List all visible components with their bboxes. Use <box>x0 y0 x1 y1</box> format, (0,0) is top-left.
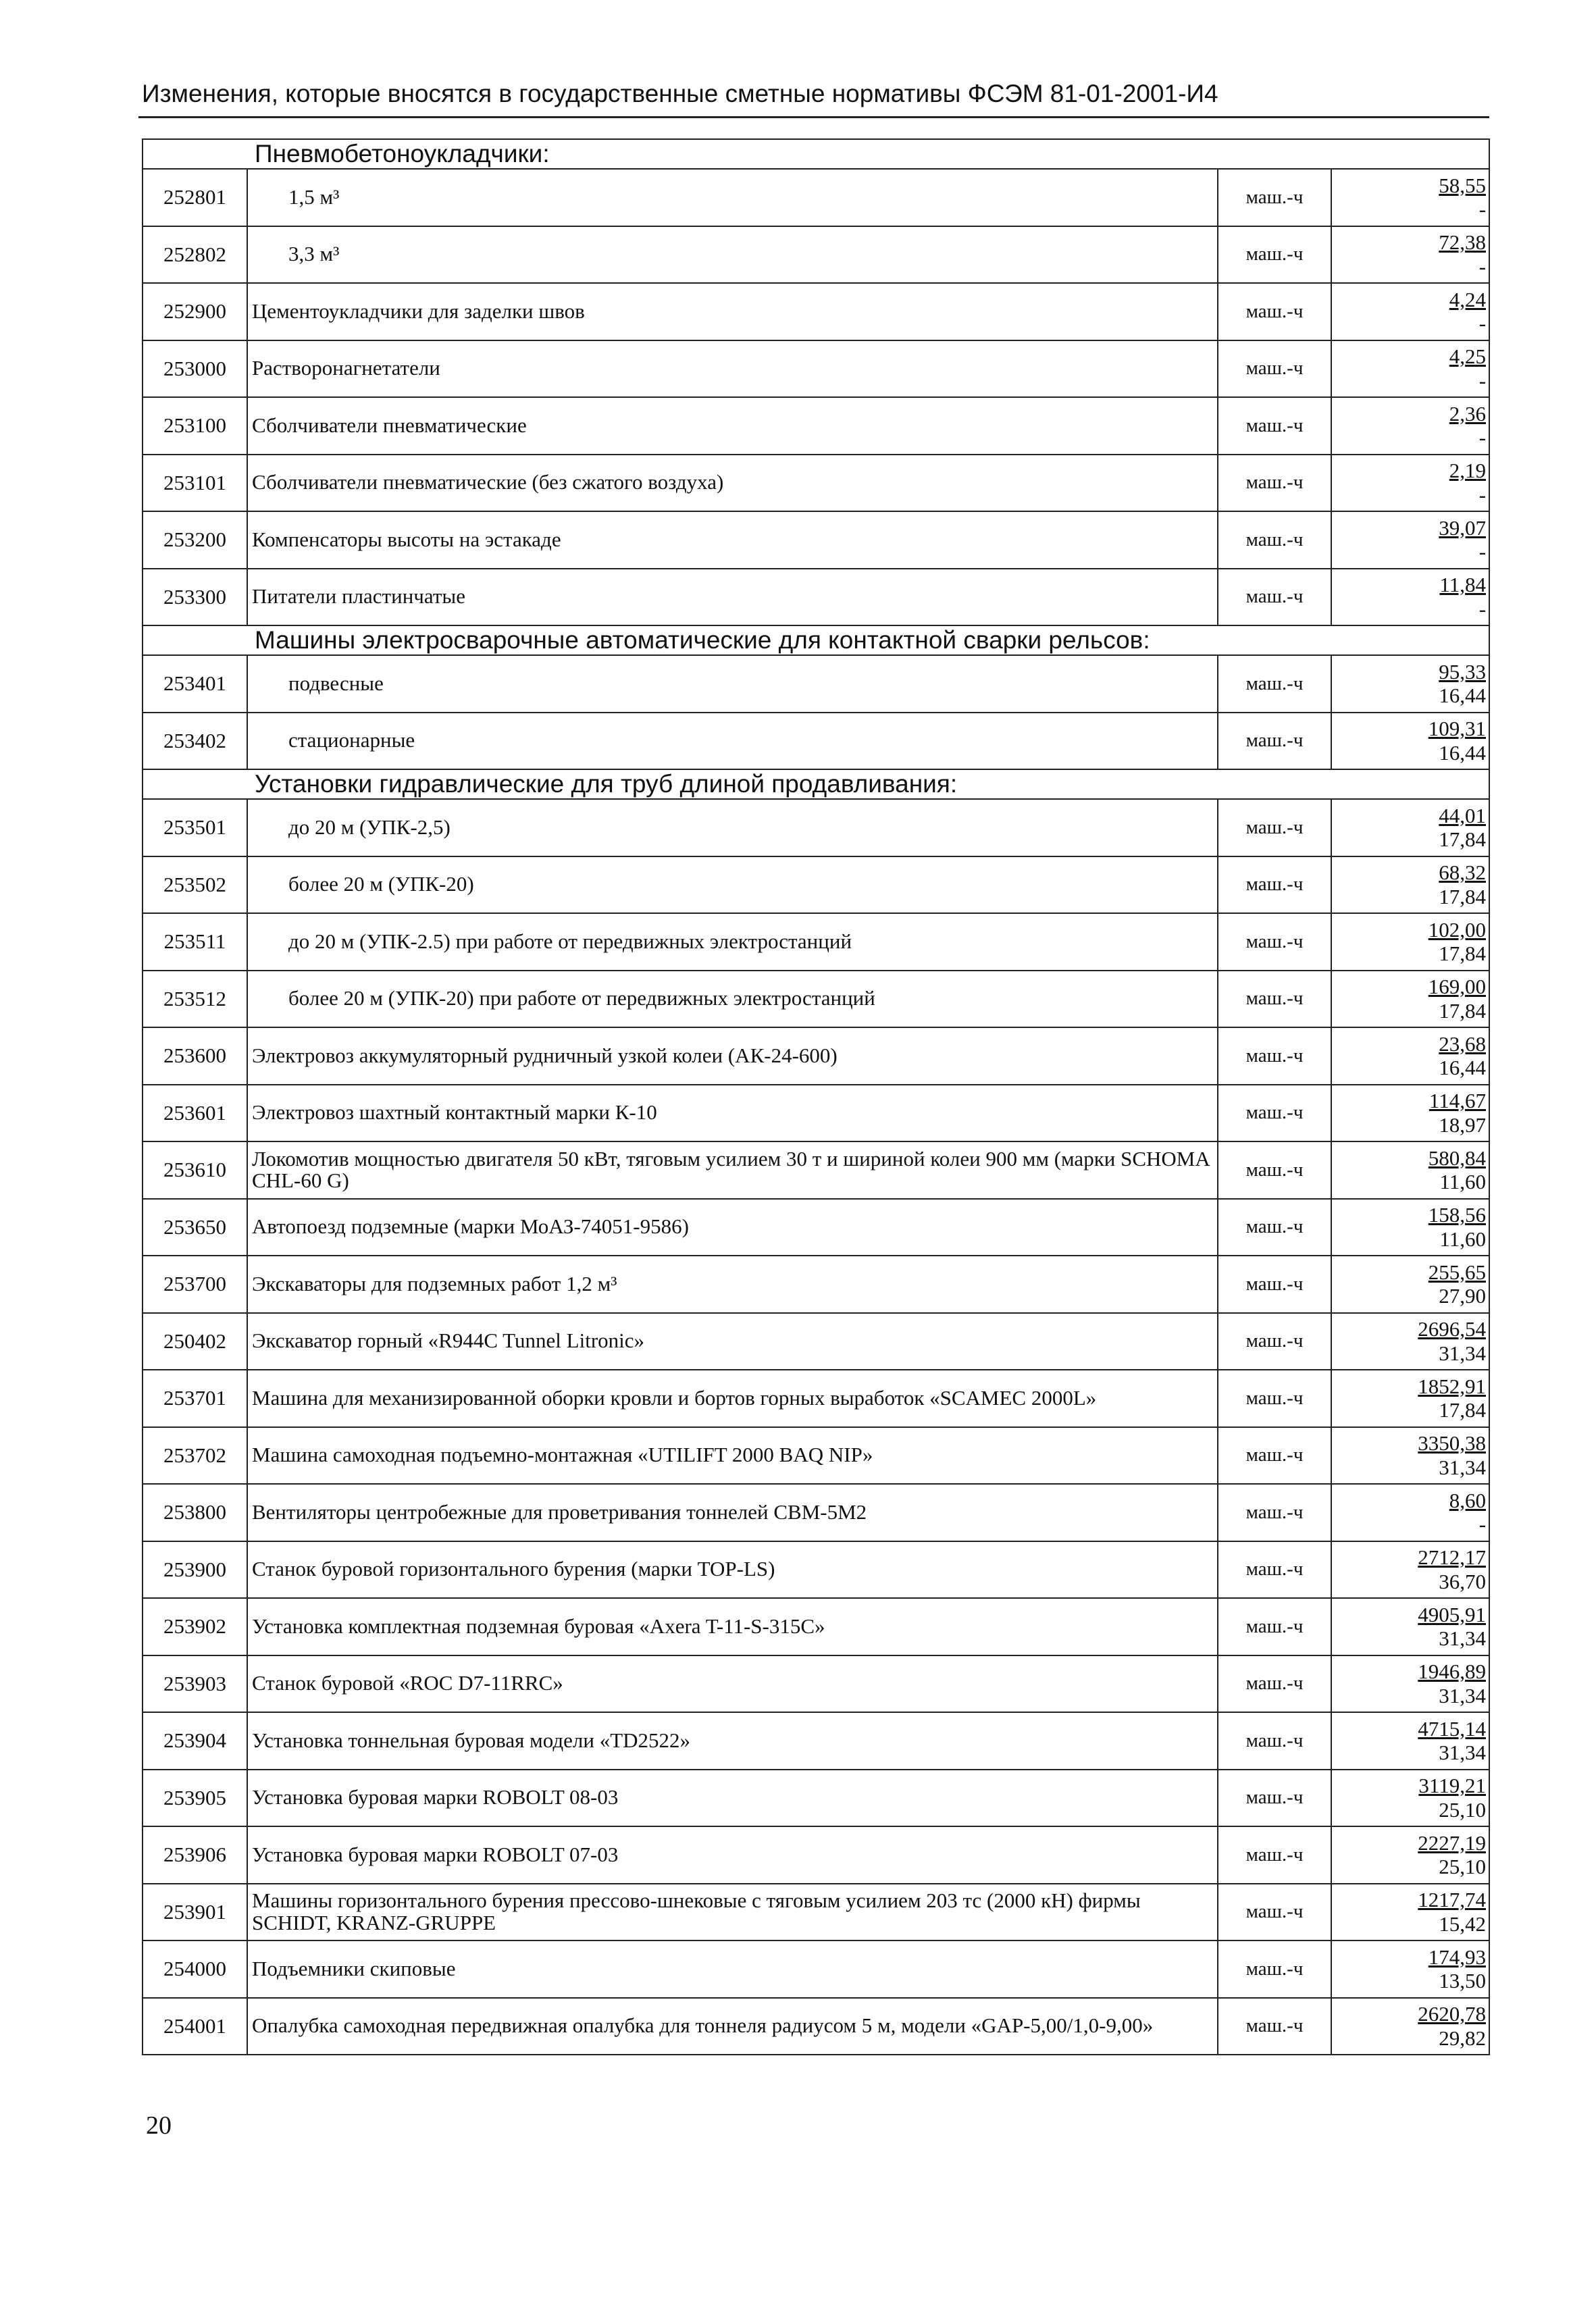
row-name: Установка тоннельная буровая модели «TD2522» <box>247 1712 1218 1770</box>
table-row <box>143 713 1489 770</box>
table-row <box>143 1027 1489 1085</box>
table-row <box>143 1085 1489 1142</box>
row-price: 95,33 <box>1439 659 1487 684</box>
row-price: 1852,91 <box>1418 1374 1487 1398</box>
row-values <box>1331 1199 1489 1256</box>
row-price: 11,84 <box>1439 573 1487 597</box>
table-row <box>143 1712 1489 1770</box>
row-code: 253901 <box>143 1884 247 1941</box>
row-wage: 15,42 <box>1439 1911 1487 1936</box>
row-code: 253200 <box>143 511 247 569</box>
row-values <box>1331 1085 1489 1142</box>
row-wage: 31,34 <box>1439 1741 1487 1765</box>
row-code: 253512 <box>143 971 247 1028</box>
row-name: 3,3 м³ <box>247 226 1218 284</box>
row-unit: маш.-ч <box>1218 226 1331 284</box>
row-unit: маш.-ч <box>1218 397 1331 455</box>
group-title: Установки гидравлические для труб длиной продавливания: <box>143 769 1489 799</box>
table-row <box>143 1427 1489 1485</box>
row-values <box>1331 799 1489 856</box>
table-row <box>143 455 1489 512</box>
row-wage: 18,97 <box>1439 1112 1487 1137</box>
row-values <box>1331 1655 1489 1713</box>
row-price: 44,01 <box>1439 803 1487 827</box>
row-price: 3119,21 <box>1418 1774 1487 1798</box>
row-unit: маш.-ч <box>1218 283 1331 340</box>
row-price: 255,65 <box>1428 1260 1487 1284</box>
row-wage: 16,44 <box>1439 1056 1487 1080</box>
row-code: 253650 <box>143 1199 247 1256</box>
row-price: 2620,78 <box>1418 2002 1487 2026</box>
row-code: 253900 <box>143 1541 247 1599</box>
row-unit: маш.-ч <box>1218 1826 1331 1884</box>
row-name: 1,5 м³ <box>247 169 1218 226</box>
row-values <box>1331 1940 1489 1998</box>
row-price: 23,68 <box>1439 1031 1487 1056</box>
row-code: 252802 <box>143 226 247 284</box>
row-price: 4,24 <box>1449 287 1487 311</box>
row-code: 253702 <box>143 1427 247 1485</box>
row-price: 68,32 <box>1439 860 1487 885</box>
table-row <box>143 1940 1489 1998</box>
row-values <box>1331 655 1489 713</box>
row-unit: маш.-ч <box>1218 169 1331 226</box>
page-number: 20 <box>146 2111 172 2140</box>
row-price: 102,00 <box>1428 917 1487 942</box>
row-price: 8,60 <box>1449 1488 1487 1512</box>
row-unit: маш.-ч <box>1218 1199 1331 1256</box>
row-unit: маш.-ч <box>1218 1655 1331 1713</box>
row-price: 4,25 <box>1449 344 1487 369</box>
row-name: до 20 м (УПК-2.5) при работе от передвижных электростанций <box>247 913 1218 971</box>
row-values <box>1331 1313 1489 1370</box>
row-name: Вентиляторы центробежные для проветривания тоннелей СВМ-5М2 <box>247 1484 1218 1541</box>
row-code: 253800 <box>143 1484 247 1541</box>
row-name: Подъемники скиповые <box>247 1940 1218 1998</box>
row-values <box>1331 713 1489 770</box>
row-wage: - <box>1478 254 1487 278</box>
row-wage: - <box>1478 368 1487 392</box>
row-unit: маш.-ч <box>1218 913 1331 971</box>
row-price: 109,31 <box>1428 717 1487 741</box>
row-wage: 36,70 <box>1439 1569 1487 1593</box>
group-title: Пневмобетоноукладчики: <box>143 139 1489 169</box>
row-name: Компенсаторы высоты на эстакаде <box>247 511 1218 569</box>
row-unit: маш.-ч <box>1218 1598 1331 1655</box>
row-price: 2227,19 <box>1418 1830 1487 1855</box>
row-values <box>1331 569 1489 626</box>
row-name: более 20 м (УПК-20) при работе от передвижных электростанций <box>247 971 1218 1028</box>
row-code: 253902 <box>143 1598 247 1655</box>
row-code: 252801 <box>143 169 247 226</box>
row-code: 253904 <box>143 1712 247 1770</box>
table-row <box>143 655 1489 713</box>
row-name: до 20 м (УПК-2,5) <box>247 799 1218 856</box>
row-code: 253600 <box>143 1027 247 1085</box>
row-values <box>1331 856 1489 914</box>
table-row <box>143 511 1489 569</box>
row-code: 253511 <box>143 913 247 971</box>
row-unit: маш.-ч <box>1218 1712 1331 1770</box>
row-wage: 31,34 <box>1439 1626 1487 1651</box>
row-values <box>1331 1427 1489 1485</box>
table-row <box>143 1884 1489 1941</box>
group-header-row <box>143 625 1489 655</box>
row-unit: маш.-ч <box>1218 856 1331 914</box>
row-wage: 31,34 <box>1439 1341 1487 1365</box>
row-values <box>1331 971 1489 1028</box>
row-name: Установка буровая марки ROBOLT 08-03 <box>247 1770 1218 1827</box>
row-name: Электровоз аккумуляторный рудничный узкой колеи (АК-24-600) <box>247 1027 1218 1085</box>
table-row <box>143 1541 1489 1599</box>
row-wage: 17,84 <box>1439 884 1487 908</box>
row-price: 4715,14 <box>1418 1716 1487 1741</box>
table-row <box>143 1141 1489 1199</box>
row-name: Машина самоходная подъемно-монтажная «UTILIFT 2000 BAQ NIP» <box>247 1427 1218 1485</box>
row-wage: - <box>1478 197 1487 222</box>
row-name: Экскаваторы для подземных работ 1,2 м³ <box>247 1256 1218 1313</box>
row-values <box>1331 397 1489 455</box>
row-price: 2712,17 <box>1418 1545 1487 1570</box>
row-name: Машина для механизированной оборки кровли и бортов горных выработок «SCAMEC 2000L» <box>247 1370 1218 1427</box>
row-price: 58,55 <box>1439 173 1487 197</box>
row-wage: 17,84 <box>1439 1398 1487 1422</box>
row-name: Опалубка самоходная передвижная опалубка для тоннеля радиусом 5 м, модели «GAP-5,00/1,0-9,00» <box>247 1998 1218 2055</box>
row-price: 174,93 <box>1428 1945 1487 1969</box>
row-unit: маш.-ч <box>1218 1998 1331 2055</box>
row-price: 169,00 <box>1428 975 1487 999</box>
row-wage: 17,84 <box>1439 827 1487 852</box>
row-code: 253905 <box>143 1770 247 1827</box>
header-rule <box>138 116 1489 118</box>
row-values <box>1331 1884 1489 1941</box>
group-header-row <box>143 769 1489 799</box>
row-price: 1217,74 <box>1418 1888 1487 1912</box>
row-unit: маш.-ч <box>1218 455 1331 512</box>
row-unit: маш.-ч <box>1218 1370 1331 1427</box>
table-row <box>143 169 1489 226</box>
row-wage: 31,34 <box>1439 1455 1487 1479</box>
row-values <box>1331 1998 1489 2055</box>
row-code: 254000 <box>143 1940 247 1998</box>
row-price: 2,19 <box>1449 459 1487 483</box>
row-wage: 11,60 <box>1439 1227 1487 1251</box>
row-code: 253101 <box>143 455 247 512</box>
table-row <box>143 1484 1489 1541</box>
row-price: 2696,54 <box>1418 1317 1487 1341</box>
row-name: Электровоз шахтный контактный марки К-10 <box>247 1085 1218 1142</box>
row-price: 4905,91 <box>1418 1602 1487 1626</box>
row-wage: - <box>1478 482 1487 507</box>
row-values <box>1331 283 1489 340</box>
row-code: 253701 <box>143 1370 247 1427</box>
table-row <box>143 569 1489 626</box>
row-wage: 16,44 <box>1439 740 1487 765</box>
row-values <box>1331 1770 1489 1827</box>
row-price: 158,56 <box>1428 1203 1487 1227</box>
row-values <box>1331 913 1489 971</box>
row-price: 39,07 <box>1439 515 1487 540</box>
table-row <box>143 1826 1489 1884</box>
row-unit: маш.-ч <box>1218 1541 1331 1599</box>
row-unit: маш.-ч <box>1218 1484 1331 1541</box>
row-code: 254001 <box>143 1998 247 2055</box>
row-name: Растворонагнетатели <box>247 340 1218 398</box>
row-code: 253906 <box>143 1826 247 1884</box>
row-name: Установка буровая марки ROBOLT 07-03 <box>247 1826 1218 1884</box>
row-code: 253700 <box>143 1256 247 1313</box>
row-name: Станок буровой горизонтального бурения (марки TOP-LS) <box>247 1541 1218 1599</box>
row-values <box>1331 1826 1489 1884</box>
table-row <box>143 1770 1489 1827</box>
row-unit: маш.-ч <box>1218 1884 1331 1941</box>
row-name: Локомотив мощностью двигателя 50 кВт, тяговым усилием 30 т и шириной колеи 900 мм (марки SCHOMA CHL-60 G) <box>247 1141 1218 1199</box>
row-unit: маш.-ч <box>1218 1256 1331 1313</box>
row-unit: маш.-ч <box>1218 799 1331 856</box>
row-price: 114,67 <box>1428 1089 1487 1113</box>
row-wage: 25,10 <box>1439 1797 1487 1822</box>
group-header-row <box>143 139 1489 169</box>
table-row <box>143 1370 1489 1427</box>
row-unit: маш.-ч <box>1218 340 1331 398</box>
row-unit: маш.-ч <box>1218 511 1331 569</box>
table-row <box>143 1655 1489 1713</box>
table-row <box>143 226 1489 284</box>
row-unit: маш.-ч <box>1218 1027 1331 1085</box>
row-code: 253601 <box>143 1085 247 1142</box>
table-row <box>143 340 1489 398</box>
row-name: Питатели пластинчатые <box>247 569 1218 626</box>
row-unit: маш.-ч <box>1218 569 1331 626</box>
row-code: 253300 <box>143 569 247 626</box>
row-unit: маш.-ч <box>1218 1770 1331 1827</box>
row-wage: 17,84 <box>1439 942 1487 966</box>
row-name: Цементоукладчики для заделки швов <box>247 283 1218 340</box>
table-row <box>143 397 1489 455</box>
row-values <box>1331 226 1489 284</box>
row-unit: маш.-ч <box>1218 1141 1331 1199</box>
row-code: 253610 <box>143 1141 247 1199</box>
row-wage: 27,90 <box>1439 1284 1487 1308</box>
row-wage: 29,82 <box>1439 2026 1487 2050</box>
row-wage: 16,44 <box>1439 684 1487 708</box>
row-name: Машины горизонтального бурения прессово-шнековые с тяговым усилием 203 тс (2000 кН) фирмы SCHIDT, KRANZ-GRUPPE <box>247 1884 1218 1941</box>
row-values <box>1331 1712 1489 1770</box>
row-price: 1946,89 <box>1418 1660 1487 1684</box>
row-name: Экскаватор горный «R944C Tunnel Litronic» <box>247 1313 1218 1370</box>
row-unit: маш.-ч <box>1218 1085 1331 1142</box>
row-wage: 25,10 <box>1439 1855 1487 1879</box>
row-name: стационарные <box>247 713 1218 770</box>
table-row <box>143 856 1489 914</box>
row-name: Сболчиватели пневматические <box>247 397 1218 455</box>
row-price: 3350,38 <box>1418 1431 1487 1456</box>
row-price: 580,84 <box>1428 1146 1487 1170</box>
row-unit: маш.-ч <box>1218 1427 1331 1485</box>
row-unit: маш.-ч <box>1218 713 1331 770</box>
row-values <box>1331 1027 1489 1085</box>
row-values <box>1331 455 1489 512</box>
table-row <box>143 971 1489 1028</box>
row-name: Станок буровой «ROC D7-11RRC» <box>247 1655 1218 1713</box>
row-name: Сболчиватели пневматические (без сжатого воздуха) <box>247 455 1218 512</box>
row-code: 253501 <box>143 799 247 856</box>
row-wage: 31,34 <box>1439 1683 1487 1707</box>
table-row <box>143 799 1489 856</box>
machine-rates-table <box>142 138 1490 2055</box>
row-wage: - <box>1478 1512 1487 1537</box>
row-values <box>1331 1541 1489 1599</box>
table-row <box>143 1598 1489 1655</box>
row-code: 253000 <box>143 340 247 398</box>
row-values <box>1331 1141 1489 1199</box>
row-wage: - <box>1478 311 1487 336</box>
row-code: 253502 <box>143 856 247 914</box>
row-code: 250402 <box>143 1313 247 1370</box>
row-values <box>1331 1484 1489 1541</box>
row-values <box>1331 169 1489 226</box>
row-code: 253402 <box>143 713 247 770</box>
row-unit: маш.-ч <box>1218 971 1331 1028</box>
row-name: подвесные <box>247 655 1218 713</box>
row-values <box>1331 1598 1489 1655</box>
row-price: 2,36 <box>1449 401 1487 426</box>
row-values <box>1331 511 1489 569</box>
table-row <box>143 913 1489 971</box>
row-wage: 11,60 <box>1439 1170 1487 1194</box>
row-unit: маш.-ч <box>1218 1940 1331 1998</box>
row-values <box>1331 1256 1489 1313</box>
row-code: 252900 <box>143 283 247 340</box>
table-row <box>143 1998 1489 2055</box>
row-values <box>1331 340 1489 398</box>
row-wage: - <box>1478 540 1487 564</box>
row-unit: маш.-ч <box>1218 1313 1331 1370</box>
row-values <box>1331 1370 1489 1427</box>
row-name: Автопоезд подземные (марки МоАЗ-74051-9586) <box>247 1199 1218 1256</box>
row-wage: 17,84 <box>1439 998 1487 1023</box>
row-wage: - <box>1478 426 1487 450</box>
row-name: более 20 м (УПК-20) <box>247 856 1218 914</box>
group-title: Машины электросварочные автоматические для контактной сварки рельсов: <box>143 625 1489 655</box>
row-name: Установка комплектная подземная буровая «Axera T-11-S-315C» <box>247 1598 1218 1655</box>
page-header: Изменения, которые вносятся в государственные сметные нормативы ФСЭМ 81-01-2001-И4 <box>142 80 1218 107</box>
row-code: 253401 <box>143 655 247 713</box>
row-unit: маш.-ч <box>1218 655 1331 713</box>
table-row <box>143 1313 1489 1370</box>
row-wage: - <box>1478 596 1487 621</box>
row-wage: 13,50 <box>1439 1969 1487 1993</box>
row-code: 253100 <box>143 397 247 455</box>
table-row <box>143 1199 1489 1256</box>
row-price: 72,38 <box>1439 230 1487 255</box>
table-row <box>143 283 1489 340</box>
table-row <box>143 1256 1489 1313</box>
row-code: 253903 <box>143 1655 247 1713</box>
